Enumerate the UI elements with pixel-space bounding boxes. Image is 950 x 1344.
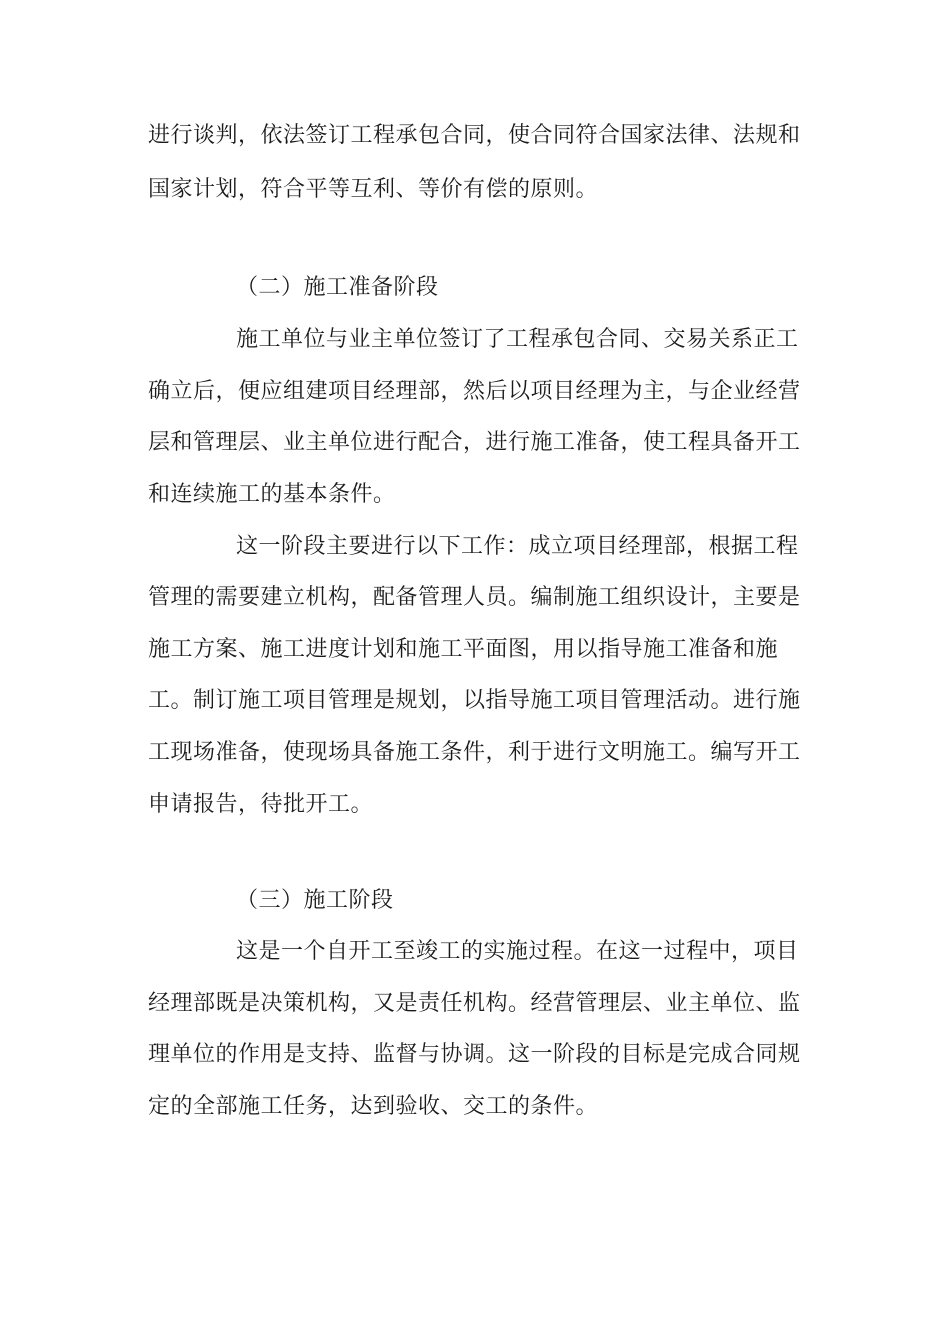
paragraph-2-line-1: 施工单位与业主单位签订了工程承包合同、交易关系正工 — [236, 327, 799, 352]
section-heading-construction: （三）施工阶段 — [236, 888, 394, 913]
paragraph-3-line-3: 施工方案、施工进度计划和施工平面图，用以指导施工准备和施 — [148, 637, 779, 662]
paragraph-2-line-3: 层和管理层、业主单位进行配合，进行施工准备，使工程具备开工 — [148, 430, 801, 455]
paragraph-4-line-4: 定的全部施工任务，达到验收、交工的条件。 — [148, 1094, 599, 1119]
paragraph-4-line-1: 这是一个自开工至竣工的实施过程。在这一过程中，项目 — [236, 939, 799, 964]
paragraph-2-line-4: 和连续施工的基本条件。 — [148, 482, 396, 507]
paragraph-1-line-1: 进行谈判，依法签订工程承包合同，使合同符合国家法律、法规和 — [148, 123, 801, 148]
paragraph-3-line-6: 申请报告，待批开工。 — [148, 792, 374, 817]
section-heading-preparation: （二）施工准备阶段 — [236, 275, 439, 300]
paragraph-1-line-2: 国家计划，符合平等互利、等价有偿的原则。 — [148, 177, 599, 202]
paragraph-3-line-1: 这一阶段主要进行以下工作：成立项目经理部，根据工程 — [236, 534, 799, 559]
paragraph-3-line-5: 工现场准备，使现场具备施工条件，利于进行文明施工。编写开工 — [148, 740, 801, 765]
paragraph-2-line-2: 确立后，便应组建项目经理部，然后以项目经理为主，与企业经营 — [148, 379, 801, 404]
paragraph-4-line-2: 经理部既是决策机构，又是责任机构。经营管理层、业主单位、监 — [148, 991, 801, 1016]
paragraph-3-line-2: 管理的需要建立机构，配备管理人员。编制施工组织设计，主要是 — [148, 585, 801, 610]
paragraph-4-line-3: 理单位的作用是支持、监督与协调。这一阶段的目标是完成合同规 — [148, 1042, 801, 1067]
paragraph-3-line-4: 工。制订施工项目管理是规划，以指导施工项目管理活动。进行施 — [148, 688, 801, 713]
